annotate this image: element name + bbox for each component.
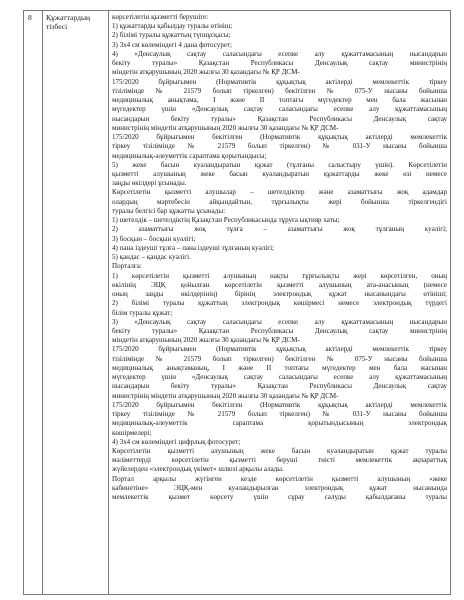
content-line: медициналық анықтама, I және II топтағы мүгедектер мен бала жасынан	[112, 96, 447, 105]
content-line: мемлекеттік қызмет көрсету үшін сұрау салуды қабылдағаны туралы	[112, 493, 447, 502]
content-line: 4) «Денсаулық сақтау саласындағы есепке алу құжаттамасының нысандарын	[112, 49, 447, 58]
content-line: олардың мәртебесін айқындайтын, тұрғылықты жері бойынша тіркелгендігі	[112, 197, 447, 206]
content-line: 175/2020 бұйрығымен (Нормативтік құқықтық актілерді мемлекеттік тіркеу	[112, 345, 447, 354]
content-text	[109, 11, 450, 502]
content-line: 5) жеке басын куәландыратын құжат (тұлғаны салыстыру үшін). Көрсетілетін	[112, 160, 447, 169]
content-line: заңды өкілдері ұсынады.	[112, 179, 187, 188]
content-line: Көрсетілетін қызметті алушының жеке басын куәландыратын құжат туралы	[112, 447, 447, 456]
content-line: 3) босқын – босқын куәлігі;	[112, 234, 196, 243]
content-line: оның заңды өкілдерінің) бірінің электрондық құжат нысанындағы өтініші;	[112, 290, 447, 299]
content-line: нысандарын бекіту туралы» Қазақстан Республикасы Денсаулық сақтау	[112, 114, 447, 123]
content-line: 1) көрсетілетін қызметті алушының нақты тұрғылықты жері көрсетілген, оның	[112, 271, 447, 280]
content-line: 3) 3х4 см көлеміндегі 4 дана фотосурет;	[112, 40, 233, 49]
content-line: министрінің міндетін атқарушының 2020 жылғы 30 қазандағы № ҚР ДСМ-	[112, 123, 339, 132]
content-line: туралы белгісі бар құжатты ұсынады:	[112, 206, 226, 215]
content-line: министрінің міндетін атқарушының 2020 жылғы 30 қазандағы № ҚР ДСМ-	[112, 391, 339, 400]
content-line: көрсетілетін қызметті берушіге:	[112, 13, 209, 21]
content-line: Көрсетілетін қызметті алушылар – шетелдіктер және азаматтығы жоқ адамдар	[112, 188, 447, 197]
content-line: мүгедектер үшін «Денсаулық сақтау саласындағы есепке алу құжаттамасының	[112, 105, 447, 114]
content-line: бекіту туралы» Қазақстан Республикасы Денсаулық сақтау министрінің	[112, 59, 447, 68]
content-line: 175/2020 бұйрығымен бекітілген (Нормативтік құқықтық актілерді мемлекеттік	[112, 133, 447, 142]
content-line: 175/2020 бұйрығымен бекітілген (Нормативтік құқықтық актілерді мемлекеттік	[112, 400, 447, 409]
content-line: 175/2020 бұйрығымен (Нормативтік құқықтық актілерді мемлекеттік тіркеу	[112, 77, 447, 86]
requirements-table	[23, 10, 451, 595]
content-line: 5) қандас – қандас куәлігі.	[112, 253, 191, 262]
content-line: 4) пана іздеуші тұлға – пана іздеуші тұлғаның куәлігі;	[112, 243, 275, 252]
content-line: медициналық анықтаманың, I және II топтағы мүгедектер мен бала жасынан	[112, 363, 447, 372]
content-line: Портал арқылы жүгінген кезде көрсетілетін қызметті алушының «жеке	[112, 474, 447, 483]
content-line: 2) азаматтығы жоқ тұлға – азаматтығы жоқ тұлғаның куәлігі;	[112, 225, 447, 234]
content-line: өкілінің ЭЦҚ қойылған көрсетілетін қызметті алушының ата-анасының (немесе	[112, 280, 447, 289]
content-line: медициналық-әлеуметтік сараптама қорытындысы;	[112, 151, 267, 160]
content-line: міндетін атқарушының 2020 жылғы 30 қазандағы № ҚР ДСМ-	[112, 336, 300, 345]
content-line: 4) 3х4 см көлеміндегі цифрлық фотосурет;	[112, 437, 241, 446]
content-line: қызметті алушының жеке басын куәландыратын құжаттарды жеке өзі немесе	[112, 169, 447, 178]
content-line: мүгедектер үшін «Денсаулық сақтау саласындағы есепке алу құжаттамасының	[112, 373, 447, 382]
row-number-cell	[24, 11, 43, 595]
content-line: 1) құжаттарды қабылдау туралы өтініш;	[112, 22, 233, 31]
content-line: бекіту туралы» Қазақстан Республикасы Денсаулық сақтау министрінің	[112, 326, 447, 335]
row-name: Құжаттардың тізбесі	[46, 13, 91, 32]
content-line: тіркеу тізілімінде № 21579 болып тіркелген) № 031-У нысаны бойынша	[112, 410, 447, 419]
row-content-cell	[109, 11, 451, 595]
content-line: нысандарын бекіту туралы» Қазақстан Республикасы Денсаулық сақтау	[112, 382, 447, 391]
content-line: білім туралы құжат;	[112, 308, 173, 317]
row-number: 8	[28, 13, 32, 22]
content-line: 2) білімі туралы құжаттың электрондық көшірмесі немесе электрондық түрдегі	[112, 299, 447, 308]
row-name-cell	[43, 11, 109, 595]
content-line: тізілімінде № 21579 болып тіркелген) бекітілген № 075-У нысаны бойынша	[112, 354, 447, 363]
content-line: 3) «Денсаулық сақтау саласындағы есепке алу құжаттамасының нысандарын	[112, 317, 447, 326]
content-line: медициналық-әлеуметтік сараптама қорытындысының электрондық	[112, 419, 447, 428]
content-line: көшірмелері;	[112, 428, 152, 437]
content-line: мәліметтерді көрсетілетін қызметті беруші тиісті мемлекеттік ақпараттық	[112, 456, 447, 465]
content-line: тізілімінде № 21579 болып тіркелген) бекітілген № 075-У нысаны бойынша	[112, 86, 447, 95]
content-line: жүйелерден «электрондық үкімет» шлюзі арқылы алады.	[112, 465, 284, 474]
content-line: Порталға:	[112, 262, 142, 271]
content-line: тіркеу тізілімінде № 21579 болып тіркелген) № 031-У нысаны бойынша	[112, 142, 447, 151]
content-line: міндетін атқарушының 2020 жылғы 30 қазандағы № ҚР ДСМ-	[112, 68, 300, 77]
content-line: кабинетіне» ЭЦҚ-мен куәландырылған электрондық құжат нысанында	[112, 483, 447, 492]
content-line: 1) шетелдік – шетелдіктің Қазақстан Республикасында тұруға ықтияр хаты;	[112, 216, 340, 225]
content-line: 2) білімі туралы құжаттың түпнұсқасы;	[112, 31, 231, 40]
table-row	[24, 11, 451, 595]
